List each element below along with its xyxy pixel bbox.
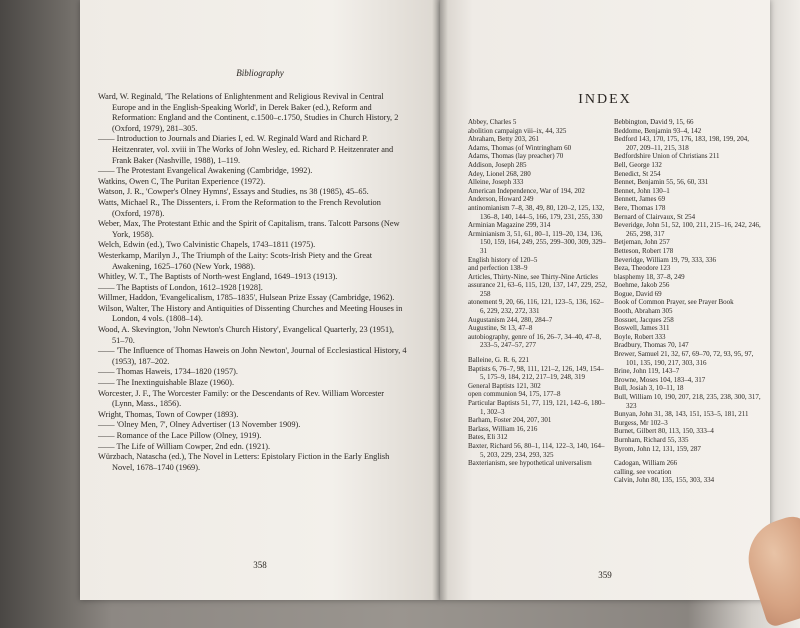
index-entry: Calvin, John 80, 135, 155, 303, 334	[614, 476, 715, 485]
bibliography-entry: —— 'The Influence of Thomas Haweis on John Newton', Journal of Ecclesiastical History, 4 (1953), 187–202.	[98, 346, 407, 366]
index-entry: Boyle, Robert 333	[614, 332, 666, 341]
index-entry: Addison, Joseph 285	[468, 160, 527, 169]
index-entry: and perfection 138–9	[468, 264, 528, 273]
index-entry: Barham, Foster 204, 207, 301	[468, 416, 552, 425]
bibliography-entry: Watkins, Owen C, The Puritan Experience (1972).	[98, 176, 266, 186]
bibliography-list	[98, 92, 408, 473]
bibliography-entry: Ward, W. Reginald, 'The Relations of Enlightenment and Religious Revival in Central Europe and in the English-Speaking World', in Derek Baker (ed.), Reform and Reformation: England and the Continent, c.1500–c.1750, Studies in Church History, 2 (Oxford, 1979), 281–305.	[98, 92, 399, 133]
right-page	[440, 0, 770, 600]
index-entry: Particular Baptists 51, 77, 119, 121, 142–6, 180–1, 302–3	[468, 399, 606, 416]
index-entry: Brine, John 119, 143–7	[614, 367, 680, 376]
bibliography-entry: Watson, J. R., 'Cowper's Olney Hymns', Essays and Studies, ns 38 (1985), 45–65.	[98, 187, 369, 197]
page-number-right: 359	[598, 570, 612, 580]
index-entry: Adey, Lionel 268, 280	[468, 169, 531, 178]
index-entry: Boswell, James 311	[614, 324, 670, 333]
bibliography-entry: Whitley, W. T., The Baptists of North-west England, 1649–1913 (1913).	[98, 272, 338, 282]
index-entry: American Independence, War of 194, 202	[468, 186, 585, 195]
index-entry: Bunyan, John 31, 38, 143, 151, 153–5, 181, 211	[614, 410, 749, 419]
index-entry: Arminian Magazine 299, 314	[468, 221, 551, 230]
index-title: INDEX	[578, 92, 632, 107]
index-entry: Bossuet, Jacques 258	[614, 315, 674, 324]
bibliography-entry: Willmer, Haddon, 'Evangelicalism, 1785–1835', Hulsean Prize Essay (Cambridge, 1962).	[98, 293, 395, 303]
index-entry: assurance 21, 63–6, 115, 120, 137, 147, 229, 252, 258	[468, 281, 607, 298]
index-entry: Beveridge, John 51, 52, 100, 211, 215–16, 242, 246, 265, 298, 317	[614, 221, 761, 238]
index-entry: Adams, Thomas (lay preacher) 70	[468, 152, 564, 161]
index-entry: Anderson, Howard 249	[468, 195, 534, 204]
index-entry: Barlass, William 16, 216	[468, 424, 538, 433]
index-entry: atonement 9, 20, 66, 116, 121, 123–5, 136, 162–6, 229, 232, 272, 331	[468, 298, 604, 316]
bibliography-entry: —— Thomas Haweis, 1734–1820 (1957).	[98, 367, 238, 377]
index-entry: calling, see vocation	[614, 467, 672, 476]
index-entry: Bennet, Benjamin 55, 56, 60, 331	[614, 178, 709, 187]
index-entry: Balleine, G. R. 6, 221	[468, 356, 530, 365]
bibliography-entry: —— Romance of the Lace Pillow (Olney, 1919).	[98, 431, 262, 440]
index-entry: Beza, Theodore 123	[614, 264, 671, 273]
index-entry: Cadogan, William 266	[614, 459, 678, 468]
index-column-left	[468, 118, 608, 468]
index-entry: Bedford 143, 170, 175, 176, 183, 198, 199, 204, 207, 209–11, 215, 318	[614, 135, 749, 152]
index-entry: Bull, Josiah 3, 10–11, 18	[614, 384, 684, 393]
book-gutter	[432, 0, 448, 600]
bibliography-entry: Weber, Max, The Protestant Ethic and the Spirit of Capitalism, trans. Talcott Parsons (New York, 1958).	[98, 219, 400, 239]
index-column-right	[614, 118, 762, 485]
index-entry: abolition campaign viii–ix, 44, 325	[468, 126, 567, 135]
index-entry: Betjeman, John 257	[614, 238, 670, 247]
index-entry: Augustine, St 13, 47–8	[468, 324, 533, 333]
index-entry: Brewer, Samuel 21, 32, 67, 69–70, 72, 93, 95, 97, 101, 135, 190, 217, 303, 316	[614, 350, 754, 367]
index-entry: Bennet, John 130–1	[614, 186, 670, 195]
index-entry: Booth, Abraham 305	[614, 307, 673, 316]
bibliography-entry: —— The Baptists of London, 1612–1928 [1928].	[98, 282, 263, 292]
index-entry: Benedict, St 254	[614, 169, 661, 178]
index-entry: Burnham, Richard 55, 335	[614, 435, 689, 444]
index-entry: Abraham, Betty 203, 261	[468, 135, 539, 144]
index-entry: Bedfordshire Union of Christians 211	[614, 152, 720, 161]
index-entry: Burnet, Gilbert 80, 113, 150, 333–4	[614, 427, 714, 436]
index-entry: Burgess, Mr 102–3	[614, 418, 668, 427]
index-entry: Baxter, Richard 56, 80–1, 114, 122–3, 140, 164–5, 203, 229, 234, 293, 325	[468, 441, 605, 459]
index-entry: Articles, Thirty-Nine, see Thirty-Nine Articles	[468, 272, 598, 281]
index-entry: Betteson, Robert 178	[614, 246, 674, 255]
index-entry: open communion 94, 175, 177–8	[468, 390, 561, 399]
index-entry: Bell, George 132	[614, 160, 662, 169]
index-entry: Bradbury, Thomas 70, 147	[614, 341, 689, 350]
index-entry: Augustanism 244, 280, 284–7	[468, 315, 553, 324]
bibliography-entry: Würzbach, Natascha (ed.), The Novel in Letters: Epistolary Fiction in the Early English Novel, 1678–1740 (1969).	[98, 452, 390, 472]
index-entry: blasphemy 18, 37–8, 249	[614, 272, 685, 281]
index-entry: Bernard of Clairvaux, St 254	[614, 212, 696, 221]
bibliography-entry: Worcester, J. F., The Worcester Family: or the Descendants of Rev. William Worcester (Lynn, Mass., 1856).	[98, 388, 385, 409]
running-head: Bibliography	[236, 68, 284, 78]
index-entry: Byrom, John 12, 131, 159, 287	[614, 444, 701, 453]
bibliography-entry: —— The Protestant Evangelical Awakening (Cambridge, 1992).	[98, 166, 313, 176]
bibliography-entry: —— The Life of William Cowper, 2nd edn. (1921).	[98, 441, 271, 451]
index-entry: Bebbington, David 9, 15, 66	[614, 118, 694, 126]
bibliography-entry: Watts, Michael R., The Dissenters, i. From the Reformation to the French Revolution (Oxford, 1978).	[98, 197, 381, 218]
index-entry: Browne, Moses 104, 183–4, 317	[614, 375, 706, 384]
index-entry: Arminianism 3, 51, 61, 80–1, 119–20, 134, 136, 150, 159, 164, 249, 255, 299–300, 309, 329–31	[468, 229, 606, 255]
index-entry: Boehme, Jakob 256	[614, 281, 670, 290]
index-entry: autobiography, genre of 16, 26–7, 34–40, 47–8, 233–5, 247–57, 277	[468, 332, 602, 350]
bibliography-entry: —— 'Olney Men, 7', Olney Advertiser (13 November 1909).	[98, 420, 301, 430]
index-entry: Book of Common Prayer, see Prayer Book	[614, 298, 734, 307]
bibliography-entry: —— Introduction to Journals and Diaries I, ed. W. Reginald Ward and Richard P. Heitzenrater, vol. xviii in The Works of John Wesley, ed. Richard P. Heitzenrater and Frank Baker (Nashville, 1988), 1–119.	[98, 134, 394, 165]
index-entry: Bennett, James 69	[614, 195, 666, 204]
index-entry: General Baptists 121, 302	[468, 381, 541, 390]
index-entry: Beveridge, William 19, 79, 333, 336	[614, 255, 717, 264]
bibliography-entry: Wright, Thomas, Town of Cowper (1893).	[98, 409, 239, 419]
bibliography-entry: Wilson, Walter, The History and Antiquities of Dissenting Churches and Meeting Houses in London, 4 vols. (1808–14).	[98, 303, 403, 324]
index-entry: Bull, William 10, 190, 207, 218, 235, 238, 300, 317, 323	[614, 393, 761, 410]
bibliography-entry: Welch, Edwin (ed.), Two Calvinistic Chapels, 1743–1811 (1975).	[98, 240, 316, 250]
index-entry: antinomianism 7–8, 38, 49, 80, 120–2, 125, 132, 136–8, 140, 144–5, 166, 179, 231, 255, 330	[468, 203, 605, 221]
index-entry: Baptists 6, 76–7, 98, 111, 121–2, 126, 149, 154–5, 175–9, 184, 212, 217–19, 248, 319	[468, 364, 604, 382]
bibliography-entry: Wood, A. Skevington, 'John Newton's Church History', Evangelical Quarterly, 23 (1951), 51–70.	[98, 325, 394, 345]
left-page	[80, 0, 440, 600]
index-entry: Bates, Eli 312	[468, 433, 508, 442]
bibliography-entry: Westerkamp, Marilyn J., The Triumph of the Laity: Scots-Irish Piety and the Great Awakening, 1625–1760 (New York, 1988).	[98, 250, 373, 271]
index-entry: Abbey, Charles 5	[468, 118, 517, 126]
page-number-left: 358	[253, 560, 267, 570]
index-entry: Adams, Thomas (of Wintringham 60	[468, 143, 572, 152]
index-entry: Alleine, Joseph 333	[468, 178, 524, 187]
index-entry: Beddome, Benjamin 93–4, 142	[614, 126, 702, 135]
index-entry: English history of 120–5	[468, 255, 538, 264]
bibliography-entry: —— The Inextinguishable Blaze (1960).	[98, 378, 235, 388]
index-entry: Baxterianism, see hypothetical universalism	[468, 459, 592, 468]
index-entry: Bere, Thomas 178	[614, 203, 666, 212]
index-entry: Bogue, David 69	[614, 289, 662, 298]
